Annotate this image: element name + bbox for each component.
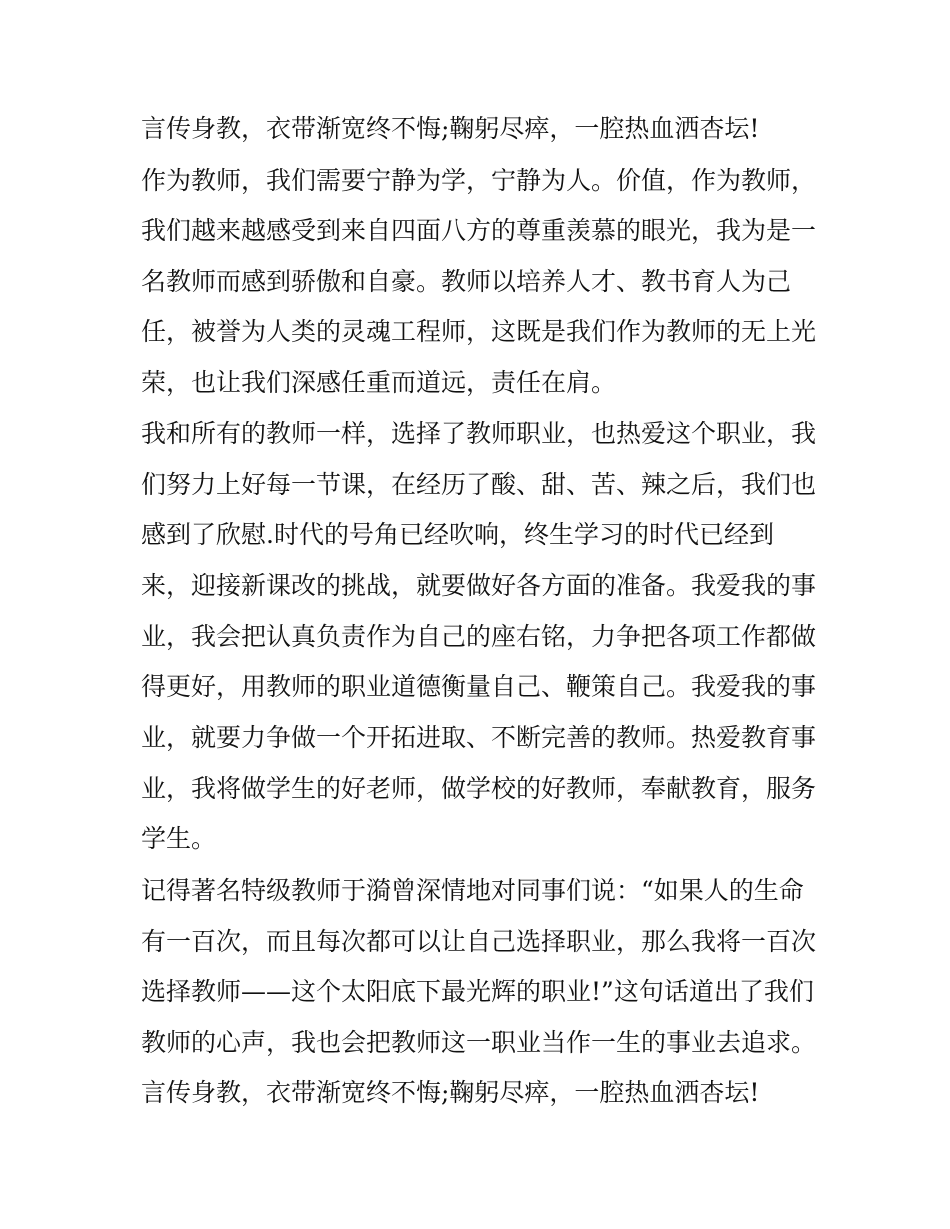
text-line: 有一百次，而且每次都可以让自己选择职业，那么我将一百次 bbox=[141, 927, 817, 956]
text-line: 教师的心声，我也会把教师这一职业当作一生的事业去追求。 bbox=[141, 1028, 817, 1057]
text-line: 学生。 bbox=[141, 824, 217, 853]
text-line: 业，就要力争做一个开拓进取、不断完善的教师。热爱教育事 bbox=[141, 723, 817, 752]
text-line: 言传身教，衣带渐宽终不悔;鞠躬尽瘁，一腔热血洒杏坛! bbox=[141, 1078, 760, 1107]
text-line: 荣，也让我们深感任重而道远，责任在肩。 bbox=[141, 368, 617, 397]
text-line: 们努力上好每一节课，在经历了酸、甜、苦、辣之后，我们也 bbox=[141, 470, 817, 499]
text-line: 得更好，用教师的职业道德衡量自己、鞭策自己。我爱我的事 bbox=[141, 672, 817, 701]
text-line: 言传身教，衣带渐宽终不悔;鞠躬尽瘁，一腔热血洒杏坛! bbox=[141, 114, 760, 143]
text-line: 我们越来越感受到来自四面八方的尊重羡慕的眼光，我为是一 bbox=[141, 216, 817, 245]
text-line: 来，迎接新课改的挑战，就要做好各方面的准备。我爱我的事 bbox=[141, 571, 817, 600]
text-line: 任，被誉为人类的灵魂工程师，这既是我们作为教师的无上光 bbox=[141, 317, 817, 346]
text-line: 名教师而感到骄傲和自豪。教师以培养人才、教书育人为己 bbox=[141, 267, 792, 296]
text-line: 感到了欣慰.时代的号角已经吹响，终生学习的时代已经到 bbox=[141, 520, 774, 549]
text-line: 业，我将做学生的好老师，做学校的好教师，奉献教育，服务 bbox=[141, 774, 817, 803]
text-line: 我和所有的教师一样，选择了教师职业，也热爱这个职业，我 bbox=[141, 419, 817, 448]
text-line: 业，我会把认真负责作为自己的座右铭，力争把各项工作都做 bbox=[141, 622, 817, 651]
text-line: 记得著名特级教师于漪曾深情地对同事们说：“如果人的生命 bbox=[141, 876, 804, 905]
text-line: 选择教师——这个太阳底下最光辉的职业!”这句话道出了我们 bbox=[141, 977, 814, 1006]
text-line: 作为教师，我们需要宁静为学，宁静为人。价值，作为教师， bbox=[141, 166, 817, 195]
